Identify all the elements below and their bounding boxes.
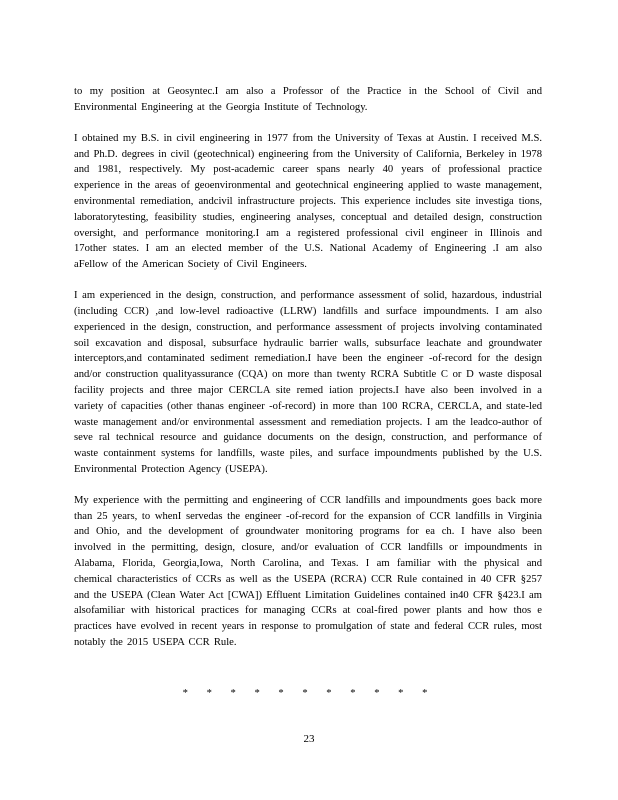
body-text bbox=[74, 84, 542, 666]
section-separator: * * * * * * * * * * * bbox=[182, 688, 436, 699]
paragraph-education: I obtained my B.S. in civil engineering in 1977 from the University of Texas at Austin. I received M.S. and Ph.D. degrees in civil (geotechnical) engineering from the University of California, Berkeley in 1978 and 1981, respectively. My post-academic career spans nearly 40 years of professional practice experience in the areas of geoenvironmental and geotechnical engineering applied to waste management, environmental remediation, andcivil infrastructure projects. This experience includes site investiga tions, laboratorytesting, feasibility studies, engineering analyses, conceptual and detailed design, construction oversight, and performance monitoring.I am a registered professional civil engineer in Illinois and 17other states. I am an elected member of the U.S. National Academy of Engineering .I am also aFellow of the American Society of Civil Engineers. bbox=[74, 132, 542, 271]
paragraph-position: to my position at Geosyntec.I am also a Professor of the Practice in the School of Civil and Environmental Engineering at the Georgia Institute of Technology. bbox=[74, 86, 542, 113]
paragraph-ccr-experience: My experience with the permitting and engineering of CCR landfills and impoundments goes back more than 25 years, to whenI servedas the engineer -of-record for the expansion of CCR landfills in Virginia and Ohio, and the development of groundwater monitoring programs for ea ch. I have also been involved in the permitting, design, closure, and/or evaluation of CCR landfills or impoundments in Alabama, Florida, Georgia,Iowa, North Carolina, and Texas. I am familiar with the physical and chemical characteristics of CCRs as well as the USEPA (RCRA) CCR Rule contained in 40 CFR §257 and the USEPA (Clean Water Act [CWA]) Effluent Limitation Guidelines contained in40 CFR §423.I am alsofamiliar with historical practices for managing CCRs at coal-fired power plants and how thos e practices have evolved in recent years in response to promulgation of state and federal CCR rules, most notably the 2015 USEPA CCR Rule. bbox=[74, 494, 542, 649]
page-number: 23 bbox=[303, 733, 315, 745]
paragraph-experience: I am experienced in the design, construction, and performance assessment of solid, hazardous, industrial (including CCR) ,and low-level radioactive (LLRW) landfills and surface impoundments. I am also experienced in the design, construction, and performance assessment of projects involving contaminated soil excavation and disposal, subsurface hydraulic barrier walls, subsurface leachate and groundwater interceptors,and contaminated sediment remediation.I have been the engineer -of-record for the design and/or construction qualityassurance (CQA) on more than twenty RCRA Subtitle C or D waste disposal facility projects and three major CERCLA site remed iation projects.I have also been involved in a variety of capacities (other thanas engineer -of-record) in more than 100 RCRA, CERCLA, and state-led waste management and/or environmental assessment and remediation projects. I am the leadco-author of seve ral technical resource and guidance documents on the design, construction, and performance of waste containment systems for landfills, waste piles, and surface impoundments published by the U.S. Environmental Protection Agency (USEPA). bbox=[74, 290, 542, 475]
